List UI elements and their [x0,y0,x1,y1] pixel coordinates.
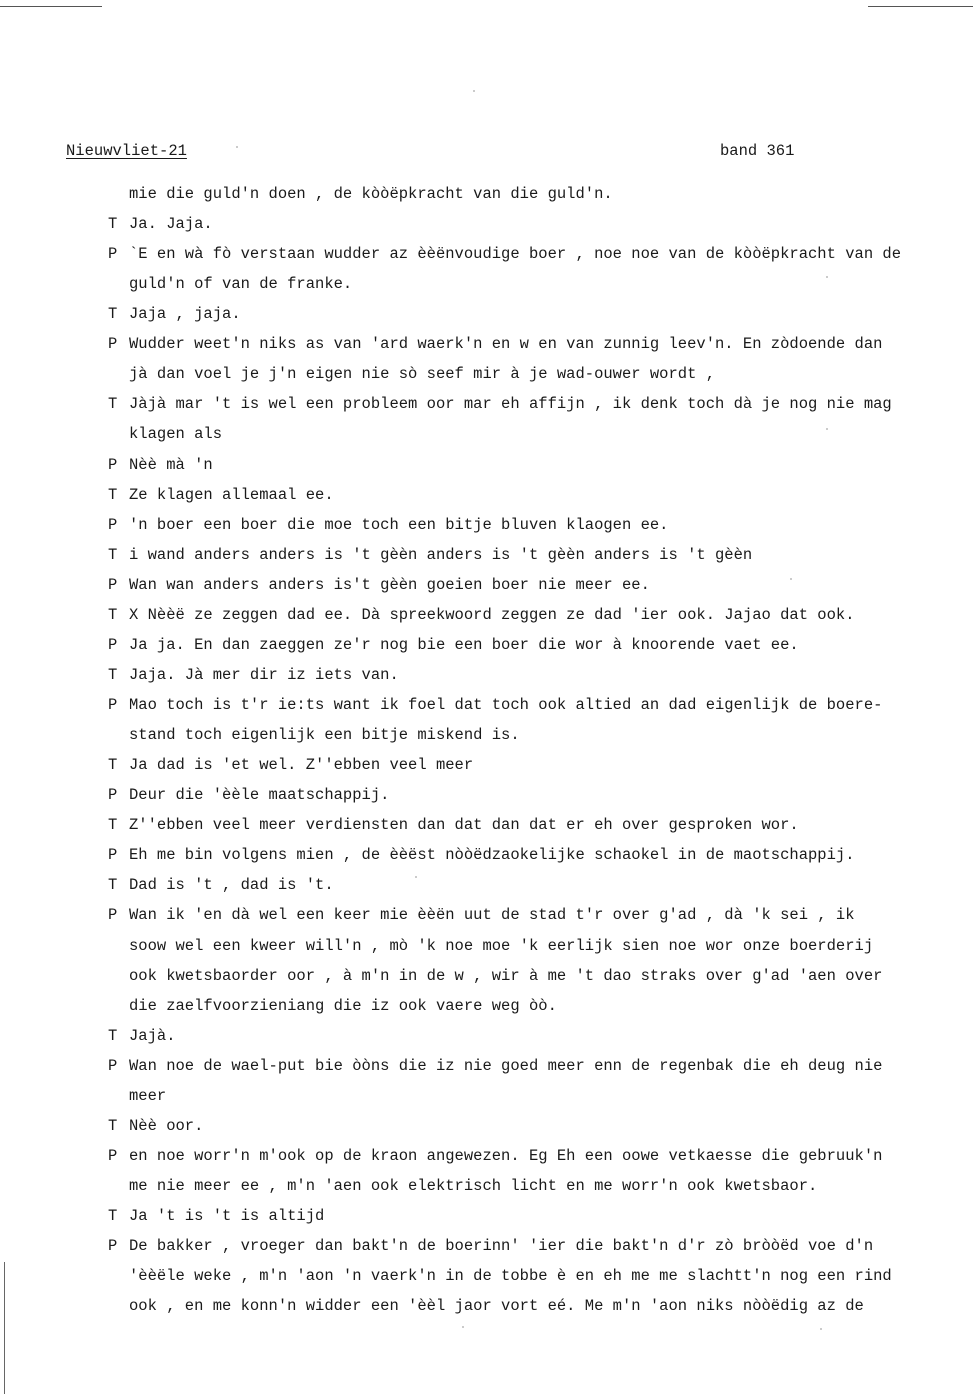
line-text: stand toch eigenlijk een bitje miskend is. [129,726,520,745]
line-text: Jàjà mar 't is wel een probleem oor mar eh affijn , ik denk toch dà je nog nie mag [129,395,892,414]
speaker-label: P [108,906,118,925]
transcript-line [0,1231,973,1261]
speaker-label: P [108,1056,118,1075]
line-text: Jaja , jaja. [129,305,241,324]
line-text: mie die guld'n doen , de kòòëpkracht van die guld'n. [129,185,613,203]
transcript-line [0,870,973,900]
line-text: 'n boer een boer die moe toch een bitje bluven klaogen ee. [129,515,669,534]
speaker-label: P [108,696,118,715]
line-text: Jajà. [129,1026,176,1045]
transcript-line [0,750,973,780]
transcript-line [0,239,973,269]
speaker-label: T [108,395,118,414]
speaker-label: P [108,1146,118,1165]
scan-speck [462,1326,464,1328]
transcript-line [0,720,973,750]
transcript-line [0,931,973,961]
line-text: De bakker , vroeger dan bakt'n de boerinn' 'ier die bakt'n d'r zò bròòëd voe d'n [129,1237,874,1256]
line-text: jà dan voel je j'n eigen nie sò seef mir à je wad-ouwer wordt , [129,365,715,384]
line-text: Ja. Jaja. [129,215,213,234]
line-text: Dad is 't , dad is 't. [129,876,334,895]
transcript-line [0,389,973,419]
line-text: soow wel een kweer will'n , mò 'k noe moe 'k eerlijk sien noe wor onze boerderij [129,936,874,955]
speaker-label: P [108,846,118,865]
transcript-line [0,419,973,449]
speaker-label: P [108,1237,118,1256]
line-text: Eh me bin volgens mien , de èèëst nòòëdzaokelijke schaokel in de maotschappij. [129,846,855,865]
transcript-line [0,600,973,630]
line-text: Ze klagen allemaal ee. [129,485,334,504]
transcript-line [0,991,973,1021]
transcript-line [0,1291,973,1321]
line-text: meer [129,1086,167,1105]
transcript-line [0,900,973,930]
transcript-line [0,540,973,570]
transcript-line [0,209,973,239]
scan-speck [473,90,475,92]
line-text: Ja ja. En dan zaeggen ze'r nog bie een boer die wor à knoorende vaet ee. [129,635,799,654]
line-text: Wan noe de wael-put bie òòns die iz nie goed meer enn de regenbak die eh deug nie [129,1056,883,1075]
transcript-line [0,450,973,480]
line-text: Nèè mà 'n [129,455,213,474]
speaker-label: P [108,335,118,354]
speaker-label: T [108,665,118,684]
transcript-line [0,1261,973,1291]
speaker-label: P [108,455,118,474]
line-text: Wan wan anders anders is't gèèn goeien boer nie meer ee. [129,575,650,594]
line-text: Mao toch is t'r ie:ts want ik foel dat toch ook altied an dad eigenlijk de boere- [129,696,883,715]
transcript-line [0,570,973,600]
speaker-label: T [108,756,118,775]
transcript-line [0,179,973,209]
line-text: X Nèèë ze zeggen dad ee. Dà spreekwoord zeggen ze dad 'ier ook. Jajao dat ook. [129,605,855,624]
line-text: ook , en me konn'n widder een 'èèl jaor vort eé. Me m'n 'aon niks nòòëdig az de [129,1297,864,1316]
transcript-line [0,1201,973,1231]
line-text: Ja 't is 't is altijd [129,1207,325,1226]
scan-speck [236,146,238,148]
line-text: ook kwetsbaorder oor , à m'n in de w , wir à me 't dao straks over g'ad 'aen over [129,966,883,985]
transcript-line [0,1051,973,1081]
transcript-line [0,630,973,660]
transcript-line [0,1111,973,1141]
line-text: Z''ebben veel meer verdiensten dan dat dan dat er eh over gesproken wor. [129,816,799,835]
transcript-line [0,961,973,991]
speaker-label: T [108,876,118,895]
speaker-label: T [108,1026,118,1045]
top-border-line-left [0,6,102,7]
line-text: Wan ik 'en dà wel een keer mie èèën uut de stad t'r over g'ad , dà 'k sei , ik [129,906,855,925]
line-text: klagen als [129,425,223,444]
line-text: 'èèële weke , m'n 'aon 'n vaerk'n in de tobbe è en eh me me slachtt'n nog een rind [129,1267,892,1286]
line-text: Wudder weet'n niks as van 'ard waerk'n en w en van zunnig leev'n. En zòdoende dan [129,335,883,354]
transcript-line [0,660,973,690]
line-text: i wand anders anders is 't gèèn anders is 't gèèn anders is 't gèèn [129,545,753,564]
line-text: me nie meer ee , m'n 'aen ook elektrisch licht en me worr'n ook kwetsbaor. [129,1176,818,1195]
line-text: die zaelfvoorzieniang die iz ook vaere weg òò. [129,996,557,1015]
speaker-label: P [108,245,118,264]
transcript-line [0,1171,973,1201]
line-text: Jaja. Jà mer dir iz iets van. [129,665,399,684]
speaker-label: T [108,305,118,324]
transcript-line [0,690,973,720]
transcript-line [0,359,973,389]
transcript-line [0,1021,973,1051]
speaker-label: T [108,1207,118,1226]
transcript-line [0,840,973,870]
speaker-label: T [108,545,118,564]
speaker-label: P [108,635,118,654]
line-text: Deur die 'èèle maatschappij. [129,786,390,805]
transcript-line [0,510,973,540]
speaker-label: T [108,215,118,234]
line-text: `E en wà fò verstaan wudder az èèënvoudige boer , noe noe van de kòòëpkracht van de [129,245,902,264]
speaker-label: T [108,1116,118,1135]
top-border-line-right [868,6,973,7]
speaker-label: T [108,485,118,504]
transcript-line [0,780,973,810]
line-text: Ja dad is 'et wel. Z''ebben veel meer [129,756,474,775]
speaker-label: T [108,816,118,835]
line-text: en noe worr'n m'ook op de kraon angewezen. Eg Eh een oowe vetkaesse die gebruuk'n [129,1146,883,1165]
document-location-title: Nieuwvliet-21 [66,142,187,160]
line-text: Nèè oor. [129,1116,204,1135]
speaker-label: P [108,575,118,594]
speaker-label: P [108,515,118,534]
transcript-line [0,1141,973,1171]
scan-speck [820,1328,822,1330]
transcript-line [0,269,973,299]
band-number: band 361 [720,142,795,160]
speaker-label: T [108,605,118,624]
transcript-line [0,480,973,510]
transcript-line [0,329,973,359]
line-text: guld'n of van de franke. [129,275,353,294]
transcript-line [0,810,973,840]
transcript-line [0,1081,973,1111]
speaker-label: P [108,786,118,805]
transcript-line [0,299,973,329]
